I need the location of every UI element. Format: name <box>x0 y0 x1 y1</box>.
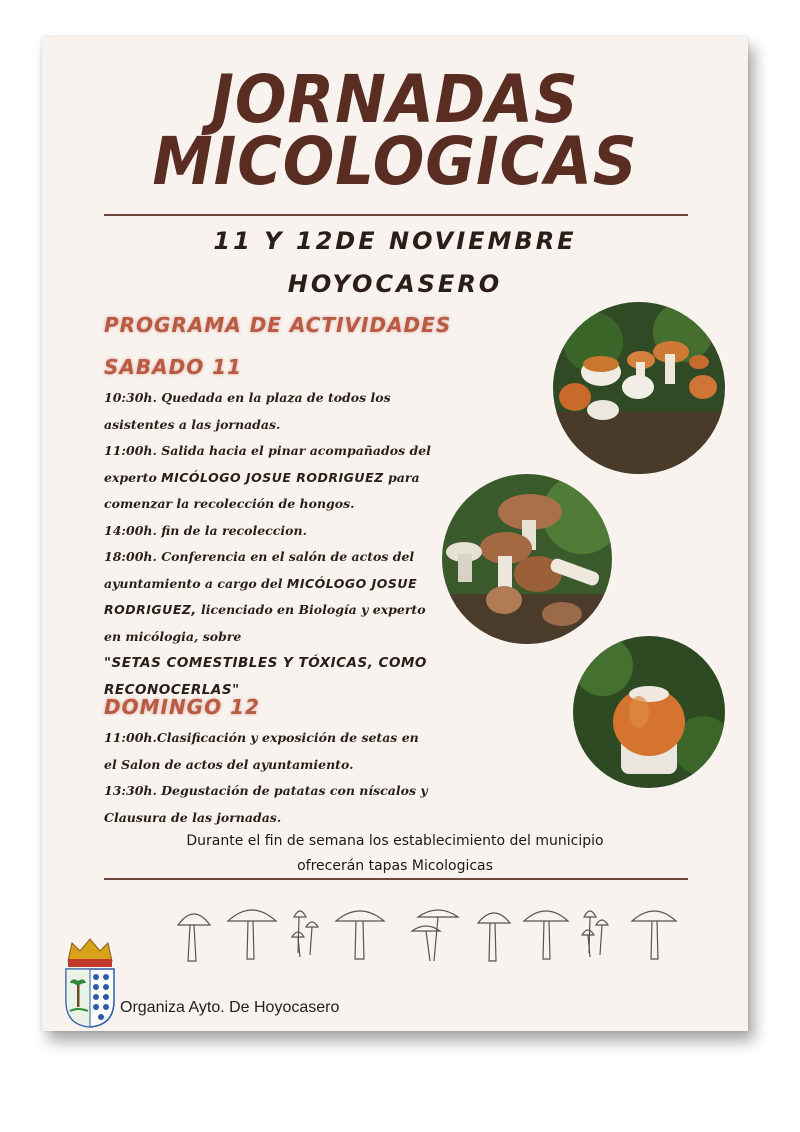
saturday-item-3 <box>104 518 434 545</box>
time: 18:00h. <box>104 549 157 564</box>
mushroom-drawing-icon <box>228 910 276 959</box>
sunday-schedule <box>104 725 434 831</box>
item-text: Clasificación y exposición de setas en el Salon de actos del ayuntamiento. <box>104 730 419 772</box>
saturday-item-2 <box>104 438 434 518</box>
mushroom-drawing-icon <box>336 911 384 959</box>
coat-of-arms-icon <box>62 937 118 1029</box>
sunday-item-1 <box>104 725 434 778</box>
saturday-heading: SABADO 11 <box>104 355 243 379</box>
top-divider <box>104 214 688 216</box>
bottom-divider <box>104 878 688 880</box>
time: 11:00h. <box>104 730 157 745</box>
sunday-item-2 <box>104 778 434 831</box>
item-text: licenciado en Biología y experto en micólogia, sobre <box>104 602 426 644</box>
title-line-2: MICOLOGICAS <box>152 123 638 200</box>
mushroom-drawing-icon <box>632 911 676 959</box>
expert-name: MICÓLOGO JOSUE RODRIGUEZ <box>161 469 384 485</box>
expert-name: MICÓLOGO JOSUE RODRIGUEZ, <box>104 575 418 617</box>
saturday-item-4 <box>104 544 434 650</box>
saturday-item-1 <box>104 385 434 438</box>
event-place: HOYOCASERO <box>287 270 503 298</box>
weekend-note-line-1: Durante el fin de semana los establecimiento del municipio <box>186 833 604 849</box>
event-date: 11 Y 12DE NOVIEMBRE <box>213 227 577 255</box>
mushroom-drawing-icon <box>524 911 568 959</box>
mushroom-drawing-icon <box>478 913 510 961</box>
sunday-heading: DOMINGO 12 <box>104 695 260 719</box>
item-text: Conferencia en el salón de actos del ayuntamiento a cargo del <box>104 549 415 591</box>
time: 13:30h. <box>104 783 157 798</box>
item-text: para comenzar la recolección de hongos. <box>104 469 420 511</box>
mushroom-photo-2 <box>442 474 612 644</box>
poster <box>42 37 748 1031</box>
mushroom-drawing-icon <box>178 914 210 961</box>
mushroom-illustrations <box>172 903 692 973</box>
mushroom-drawing-icon <box>582 911 608 957</box>
item-text: Degustación de patatas con níscalos y Clausura de las jornadas. <box>104 783 428 825</box>
weekend-note-line-2: ofrecerán tapas Micologicas <box>297 858 493 874</box>
saturday-schedule <box>104 385 434 703</box>
program-heading: PROGRAMA DE ACTIVIDADES <box>104 313 452 337</box>
item-text: Quedada en la plaza de todos los asistentes a las jornadas. <box>104 390 391 432</box>
title-line-1: JORNADAS <box>211 61 579 138</box>
mushroom-drawing-icon <box>292 911 318 957</box>
weekend-note <box>42 829 748 879</box>
talk-title: "SETAS COMESTIBLES Y TÓXICAS, COMO RECONOCERLAS" <box>104 655 427 698</box>
time: 11:00h. <box>104 443 157 458</box>
item-text: fin de la recoleccion. <box>156 522 307 538</box>
mushroom-drawing-icon <box>412 910 458 961</box>
time: 14:00h. <box>104 522 157 538</box>
organizer-text: Organiza Ayto. De Hoyocasero <box>120 999 340 1016</box>
mushroom-photo-1 <box>553 302 725 474</box>
item-text: Salida hacia el pinar acompañados del experto <box>104 443 431 485</box>
mushroom-photo-3 <box>573 636 725 788</box>
time: 10:30h. <box>104 390 157 405</box>
